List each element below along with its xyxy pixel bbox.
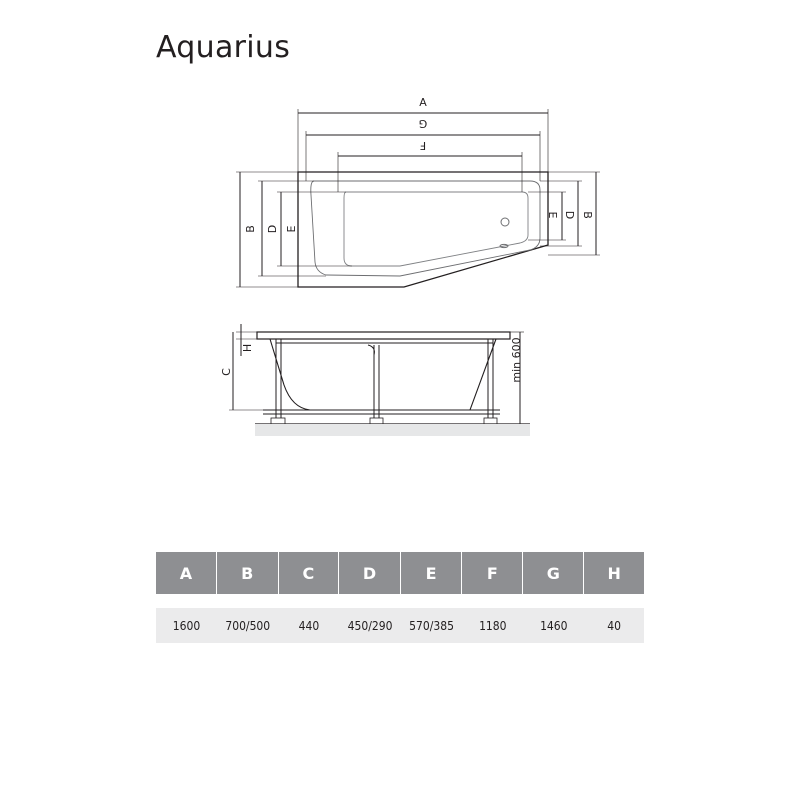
dim-label-d-right: D [563, 210, 576, 220]
value-cell-b: 700/500 [217, 608, 279, 643]
dim-label-e-left: E [285, 225, 298, 233]
header-cell-e: E [401, 552, 463, 594]
dim-label-h: H [241, 343, 254, 353]
dim-label-b-right: B [581, 211, 594, 219]
dim-label-d-left: D [266, 224, 279, 234]
product-title: Aquarius [156, 30, 291, 65]
header-cell-g: G [523, 552, 584, 594]
header-cell-f: F [462, 552, 523, 594]
header-cell-d: D [339, 552, 401, 594]
value-cell-f: 1180 [462, 608, 523, 643]
value-cell-e: 570/385 [401, 608, 463, 643]
dim-label-f: F [419, 139, 427, 152]
value-cell-c: 440 [279, 608, 340, 643]
value-cell-g: 1460 [523, 608, 584, 643]
value-cell-d: 450/290 [339, 608, 401, 643]
header-cell-c: C [279, 552, 340, 594]
value-cell-h: 40 [584, 608, 644, 643]
header-cell-b: B [217, 552, 279, 594]
table-header-row [156, 552, 644, 594]
table-row [156, 608, 644, 643]
value-cell-a: 1600 [156, 608, 217, 643]
dim-label-c: C [220, 368, 233, 376]
header-cell-h: H [584, 552, 644, 594]
dim-label-a: A [419, 96, 427, 109]
top-view [236, 109, 600, 287]
dimensions-table [156, 552, 644, 643]
side-view [229, 324, 530, 436]
dim-label-b-left: B [244, 225, 257, 233]
dim-label-min-600: min 600 [510, 337, 523, 383]
dim-label-e-right: E [546, 211, 559, 219]
dim-label-g: G [418, 117, 428, 130]
header-cell-a: A [156, 552, 217, 594]
